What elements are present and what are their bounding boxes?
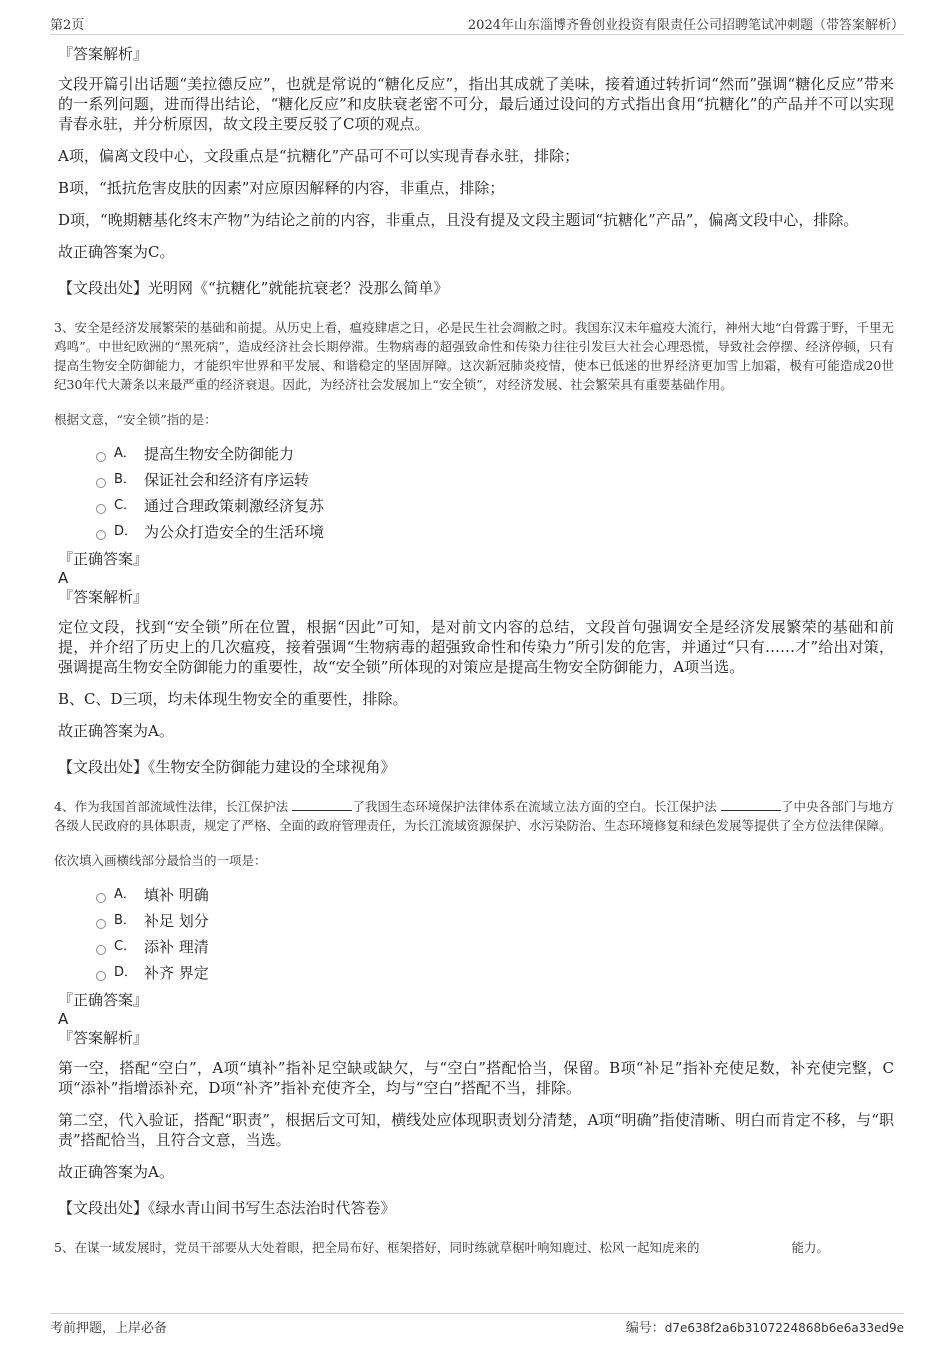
q3-option-b[interactable]: B． 保证社会和经济有序运转 [96,467,894,493]
q3-answer: A [58,569,69,587]
radio-icon[interactable] [96,478,106,488]
radio-icon[interactable] [96,893,106,903]
q3-stem: 3、安全是经济发展繁荣的基础和前提。从历史上看，瘟疫肆虐之日，必是民生社会凋敝之时。我国东汉末年瘟疫大流行，神州大地“白骨露于野，千里无鸡鸣”。中世纪欧洲的“黑死病”，造成经济社会长期停滞。生物病毒的超强致命性和传染力往往引发巨大社会心理恐慌，导致社会停摆、经济停顿，只有提高生物安全防御能力，才能织牢世界和平发展、和谐稳定的坚固屏障。这次新冠肺炎疫情，使本已低迷的世界经济更加雪上加霜，极有可能造成20世纪30年代大萧条以来最严重的经济衰退。因此，为经济社会发展加上“安全锁”，对经济发展、社会繁荣具有重要基础作用。 [54,320,894,392]
correct-answer-label: 『正确答案』 [58,550,149,568]
fill-blank [292,798,352,811]
analysis-label: 『答案解析』 [58,1029,149,1047]
q3-option-c[interactable]: C． 通过合理政策刺激经济复苏 [96,493,894,519]
page-number: 第2页 [50,18,85,33]
analysis-label: 『答案解析』 [58,45,149,63]
radio-icon[interactable] [96,971,106,981]
q4-analysis-2: 第二空，代入验证，搭配“职责”，根据后文可知，横线处应体现职责划分清楚，A项“明确”指使清晰、明白而肯定不移，与“职责”搭配恰当，且符合文意，当选。 [58,1111,894,1149]
q4-option-d[interactable]: D． 补齐 界定 [96,960,894,986]
q3-analysis-3: 故正确答案为A。 [58,722,174,740]
q5-stem: 5、在谋一域发展时，党员干部要从大处着眼，把全局布好、框架搭好，同时练就草椐叶响知鹿过、松风一起知虎来的 能力。 [54,1240,829,1255]
q4-answer: A [58,1010,69,1028]
q2-analysis-1: 文段开篇引出话题“美拉德反应”，也就是常说的“糖化反应”，指出其成就了美味，接着通过转折词“然而”强调“糖化反应”带来的一系列问题，进而得出结论，“糖化反应”和皮肤衰老密不可分，最后通过设问的方式指出食用“抗糖化”的产品并不可以实现青春永驻，并分析原因，故文段主要反驳了C项的观点。 [58,75,894,133]
footer-slogan: 考前押题，上岸必备 [50,1321,168,1336]
q3-analysis-2: B、C、D三项，均未体现生物安全的重要性，排除。 [58,690,408,708]
radio-icon[interactable] [96,530,106,540]
footer-code: 编号：d7e638f2a6b3107224868b6e6a33ed9e [625,1321,904,1336]
q2-analysis-4: D项，“晚期糖基化终末产物”为结论之前的内容，非重点，且没有提及文段主题词“抗糖化”产品”，偏离文段中心，排除。 [58,211,859,229]
correct-answer-label: 『正确答案』 [58,991,149,1009]
q4-options [96,882,894,986]
q2-analysis-3: B项，“抵抗危害皮肤的因素”对应原因解释的内容，非重点，排除； [58,179,505,197]
q4-stem: 4、作为我国首部流域性法律，长江保护法 了我国生态环境保护法律体系在流域立法方面的空白。长江保护法 了中央各部门与地方各级人民政府的具体职责，规定了严格、全面的政府管理责任，为长江流域资源保护、水污染防治、生态环境修复和绿色发展等提供了全方位法律保障。 [54,799,894,833]
radio-icon[interactable] [96,452,106,462]
q2-analysis-5: 故正确答案为C。 [58,243,175,261]
radio-icon[interactable] [96,504,106,514]
q3-option-a[interactable]: A． 提高生物安全防御能力 [96,441,894,467]
page-footer [50,1313,904,1336]
page-content [54,44,894,1257]
radio-icon[interactable] [96,919,106,929]
q3-source: 【文段出处】《生物安全防御能力建设的全球视角》 [58,758,396,776]
q2-analysis-2: A项，偏离文段中心，文段重点是“抗糖化”产品可不可以实现青春永驻，排除； [58,147,580,165]
q4-option-b[interactable]: B． 补足 划分 [96,908,894,934]
radio-icon[interactable] [96,945,106,955]
analysis-label: 『答案解析』 [58,588,149,606]
q4-ask: 依次填入画横线部分最恰当的一项是： [54,853,267,868]
q4-analysis-1: 第一空，搭配“空白”，A项“填补”指补足空缺或缺欠，与“空白”搭配恰当，保留。B项“补足”指补充使足数，补充使完整，C项“添补”指增添补充，D项“补齐”指补充使齐全，均与“空白”搭配不当，排除。 [58,1059,894,1097]
page-header [50,12,904,35]
document-title: 2024年山东淄博齐鲁创业投资有限责任公司招聘笔试冲刺题（带答案解析） [467,18,904,33]
q4-source: 【文段出处】《绿水青山间书写生态法治时代答卷》 [58,1199,396,1217]
q4-analysis-3: 故正确答案为A。 [58,1163,174,1181]
fill-blank [721,798,781,811]
q3-ask: 根据文意，“安全锁”指的是： [54,412,217,427]
q4-option-a[interactable]: A． 填补 明确 [96,882,894,908]
q3-analysis-1: 定位文段，找到“安全锁”所在位置，根据“因此”可知，是对前文内容的总结，文段首句强调安全是经济发展繁荣的基础和前提，并介绍了历史上的几次瘟疫，接着强调“生物病毒的超强致命性和传染力”所引发的危害，并通过“只有……才”给出对策，强调提高生物安全防御能力的重要性，故“安全锁”所体现的对策应是提高生物安全防御能力，A项当选。 [58,618,894,676]
q4-option-c[interactable]: C． 添补 理清 [96,934,894,960]
q3-option-d[interactable]: D． 为公众打造安全的生活环境 [96,519,894,545]
q3-options [96,441,894,545]
q2-source: 【文段出处】光明网《“抗糖化”就能抗衰老？没那么简单》 [58,279,449,297]
